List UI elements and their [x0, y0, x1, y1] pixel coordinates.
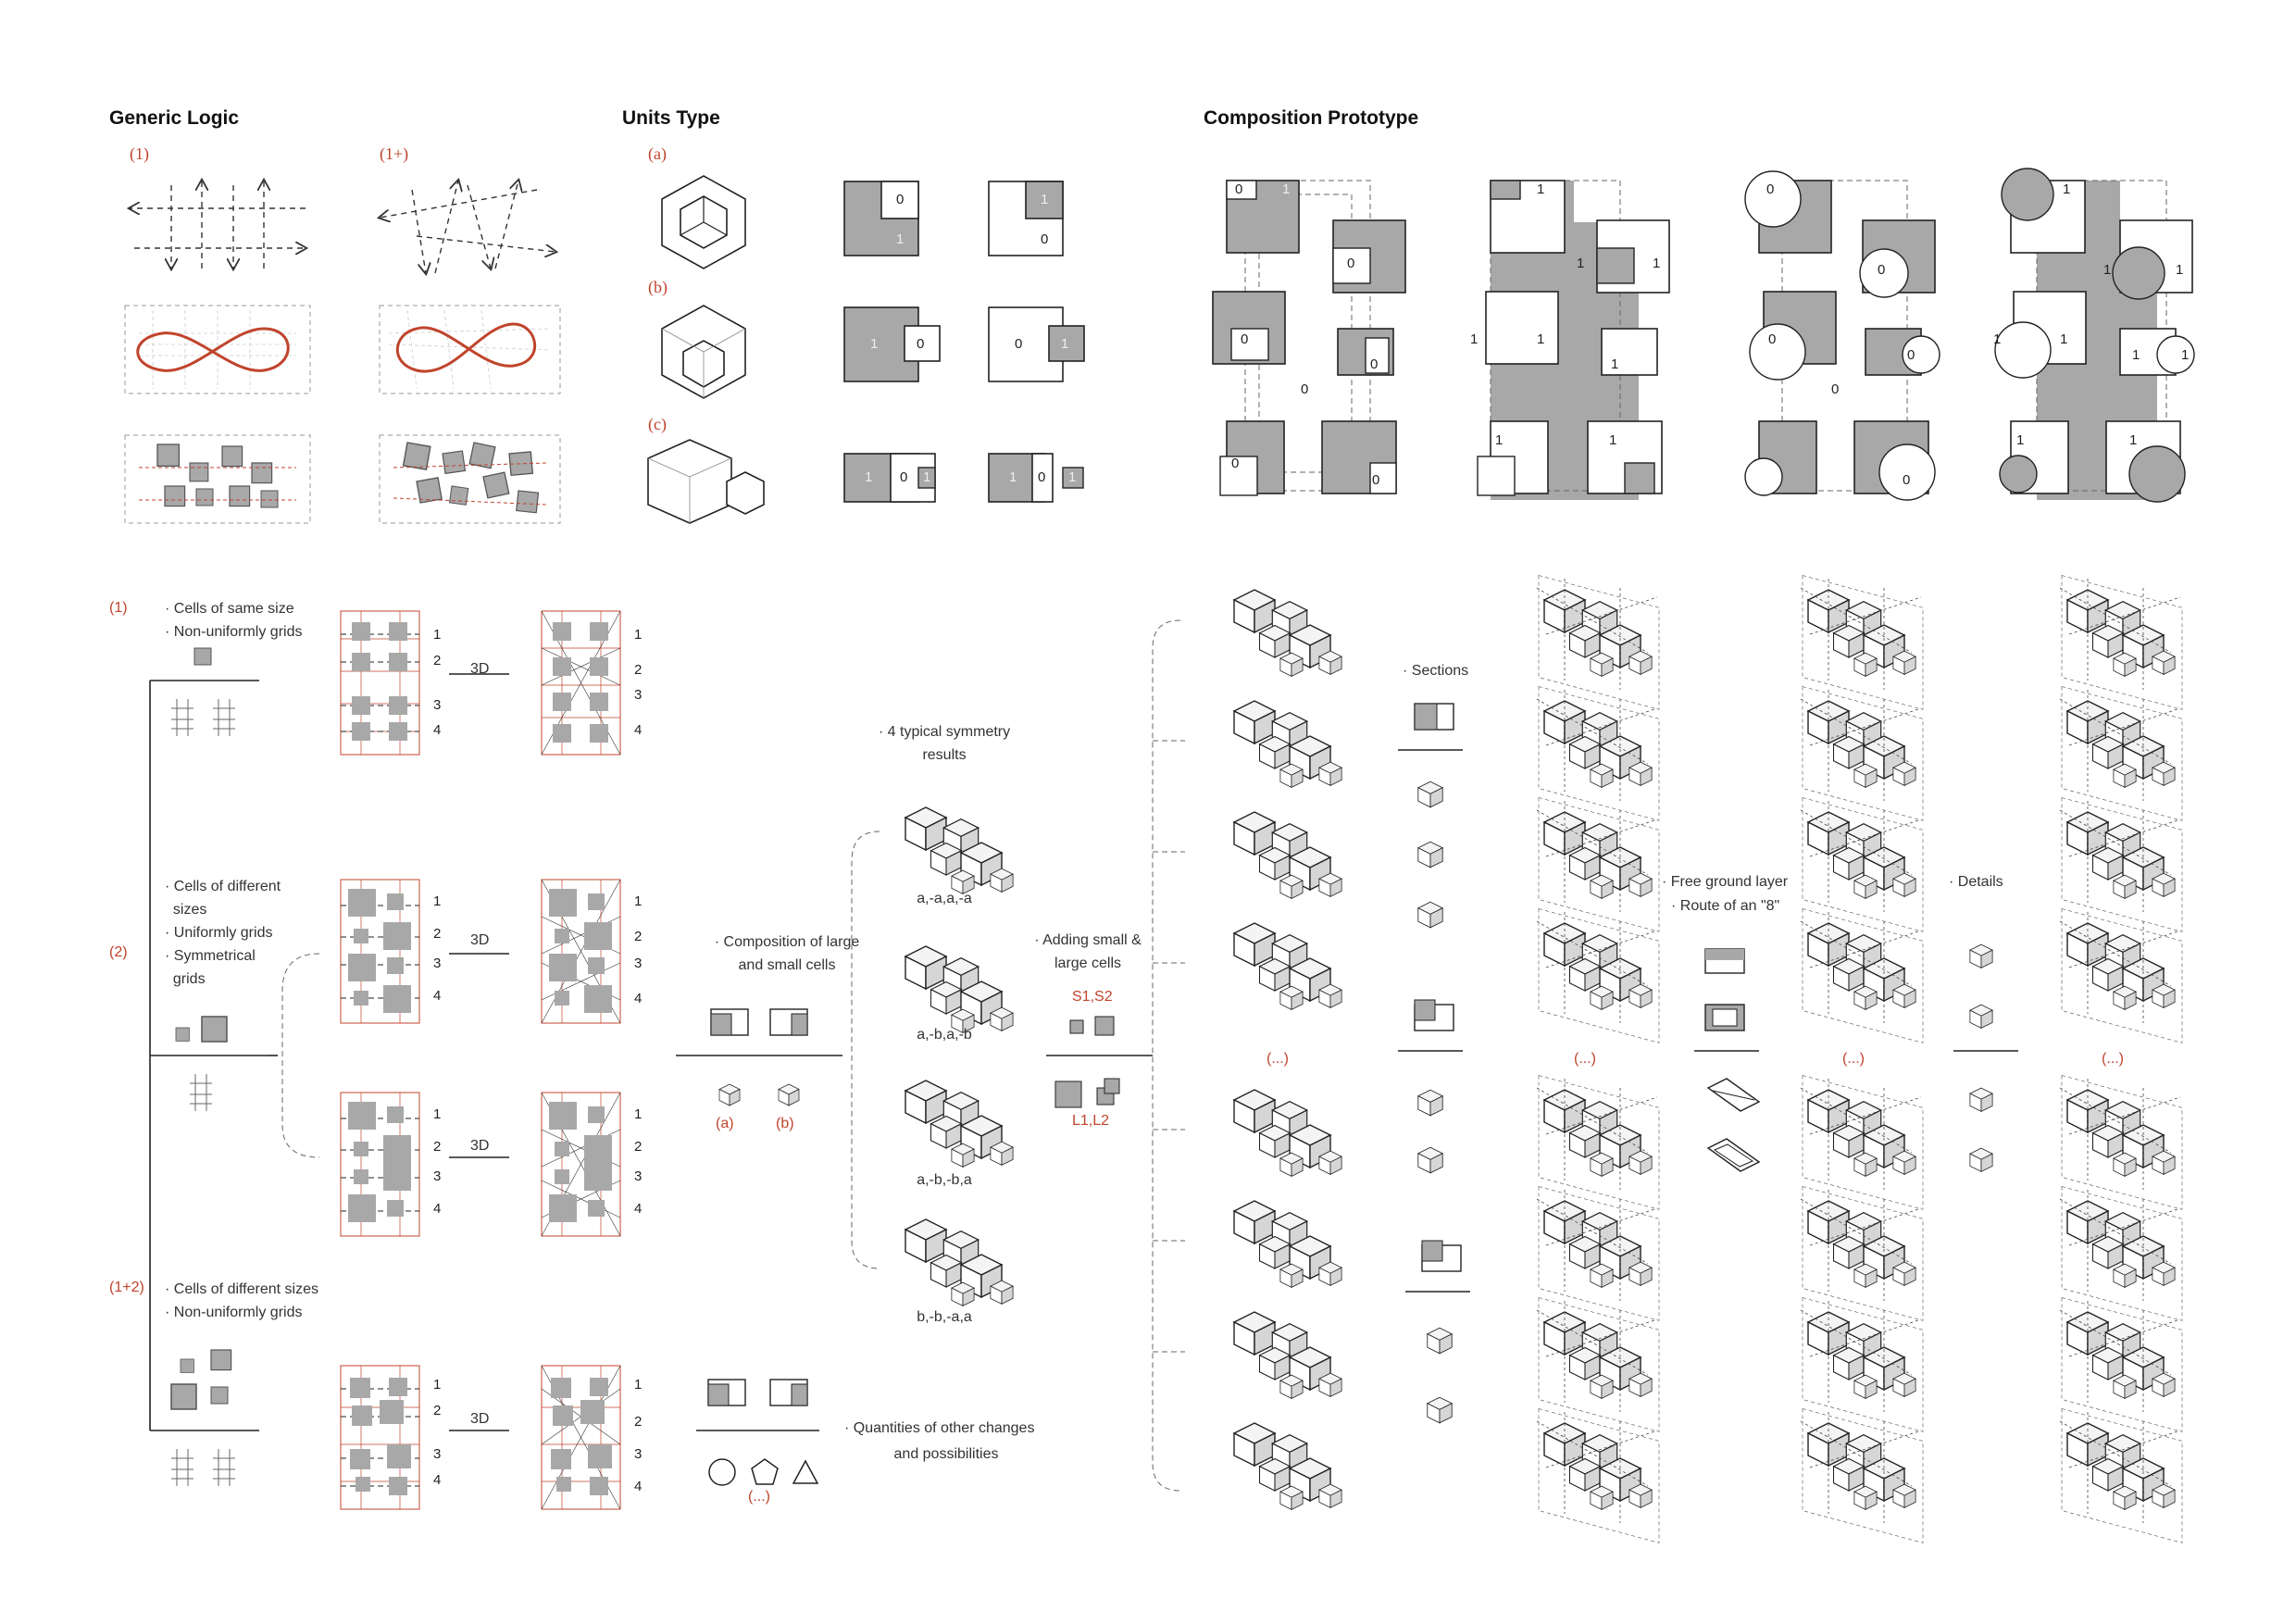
grid2d-1	[341, 611, 419, 755]
proto-val-2b: 1	[1577, 256, 1585, 271]
unit-plan-b1	[844, 307, 940, 381]
logic-eight-1	[125, 306, 310, 394]
logic-eight-1plus	[380, 306, 560, 394]
grid-num: 3	[433, 697, 442, 713]
grid-num: 4	[433, 1201, 442, 1217]
proto-plan-2	[1478, 181, 1669, 500]
row3-desc-1: · Cells of different sizes	[165, 1281, 318, 1297]
unit-plan-b2	[989, 307, 1084, 381]
grid-num: 1	[433, 1106, 442, 1122]
ellipsis-col-4: (...)	[2102, 1051, 2124, 1067]
unit-value-a2-top: 1	[1041, 192, 1049, 207]
unit-value-c2-mid: 0	[1038, 469, 1046, 485]
grid-num: 4	[433, 988, 442, 1004]
unit-cube-c	[648, 440, 764, 523]
grid-num: 1	[634, 1106, 643, 1122]
grid-num: 2	[433, 926, 442, 942]
grid-num: 3	[634, 1446, 643, 1462]
adding-label-2: large cells	[1054, 956, 1122, 971]
unit-value-b1-left: 1	[870, 336, 879, 352]
proto-plan-4	[1995, 169, 2194, 502]
proto-val-1d: 0	[1241, 331, 1249, 347]
sections-label: · Sections	[1403, 663, 1469, 679]
unit-tag-c: (c)	[648, 415, 667, 433]
grid-num: 3	[433, 956, 442, 971]
proto-val-2h: 1	[1609, 432, 1617, 448]
adding-s-tag: S1,S2	[1072, 989, 1113, 1005]
grid2d-3	[341, 1093, 419, 1236]
ellipsis-col-2: (...)	[1574, 1051, 1596, 1067]
grid-num: 3	[433, 1446, 442, 1462]
details-label: · Details	[1949, 874, 2003, 890]
composition-label-1: · Composition of large	[714, 934, 860, 950]
composition-plan-icons	[711, 1009, 807, 1106]
row2-desc-2: sizes	[165, 902, 207, 918]
grid-num: 4	[634, 1479, 643, 1494]
proto-val-4i: 1	[2129, 432, 2138, 448]
proto-val-3c: 0	[1768, 331, 1777, 347]
grid-num: 1	[433, 627, 442, 643]
grid3d-2	[542, 880, 620, 1023]
unit-value-a1-top: 0	[896, 192, 905, 207]
unit-cube-a	[662, 176, 745, 269]
proto-val-4e: 1	[2060, 331, 2068, 347]
row3-icons	[171, 1350, 235, 1486]
proto-val-2c: 1	[1653, 256, 1661, 271]
grid-num: 2	[433, 1139, 442, 1155]
grid-num: 4	[634, 991, 643, 1006]
grid-num: 2	[634, 1414, 643, 1430]
unit-tag-b: (b)	[648, 278, 668, 296]
row-tag-3: (1+2)	[109, 1280, 144, 1295]
header-generic-logic: Generic Logic	[109, 107, 240, 129]
grid-num: 4	[433, 722, 442, 738]
grid-num: 3	[634, 956, 643, 971]
ground-icons	[1705, 949, 1759, 1171]
section-icons	[1415, 704, 1461, 1423]
label-3d-1: 3D	[470, 661, 490, 677]
unit-tag-a: (a)	[648, 144, 667, 163]
ellipsis-col-3: (...)	[1842, 1051, 1865, 1067]
unit-plan-c1	[844, 454, 935, 502]
row3-desc-2: · Non-uniformly grids	[165, 1305, 303, 1320]
grid-num: 3	[433, 1168, 442, 1184]
composition-tag-a: (a)	[716, 1116, 734, 1131]
unit-value-c1-mid: 0	[900, 469, 908, 485]
other-changes-label-2: and possibilities	[893, 1446, 999, 1462]
unit-value-c1-left: 1	[865, 469, 873, 485]
grid-num: 2	[634, 662, 643, 678]
row1-icons	[171, 648, 235, 736]
ground-label-2: · Route of an "8"	[1671, 898, 1780, 914]
logic-squares-1plus	[380, 435, 560, 523]
proto-val-1f: 0	[1370, 356, 1379, 372]
symmetry-cluster-3	[905, 1081, 1013, 1167]
grid3d-3	[542, 1093, 620, 1236]
adding-icons	[1055, 1017, 1119, 1107]
unit-value-c2-left: 1	[1009, 469, 1017, 485]
header-units-type: Units Type	[622, 107, 720, 129]
proto-val-4c: 1	[2176, 262, 2184, 278]
proto-val-1g: 0	[1231, 456, 1240, 471]
unit-value-a1-bottom: 1	[896, 231, 905, 247]
label-3d-3: 3D	[470, 1138, 490, 1154]
symmetry-title-2: results	[922, 747, 967, 763]
grid-num: 1	[634, 627, 643, 643]
row2-desc-4: · Symmetrical	[165, 948, 256, 964]
proto-val-2g: 1	[1495, 432, 1504, 448]
symmetry-result-1: a,-a,a,-a	[917, 891, 972, 906]
proto-val-4a: 1	[2063, 181, 2071, 197]
unit-cube-b	[662, 306, 745, 398]
symmetry-cluster-1	[905, 807, 1013, 893]
other-change-icons	[708, 1380, 817, 1485]
grid-num: 2	[433, 653, 442, 668]
proto-val-3b: 0	[1878, 262, 1886, 278]
adding-l-tag: L1,L2	[1072, 1113, 1110, 1129]
unit-plan-a1	[844, 181, 918, 256]
row2-icons	[176, 1017, 227, 1111]
unit-value-a2-bottom: 0	[1041, 231, 1049, 247]
row-tag-1: (1)	[109, 600, 128, 616]
row1-desc-1: · Cells of same size	[165, 601, 294, 617]
composition-label-2: and small cells	[738, 957, 836, 973]
iso-column-2	[1537, 575, 1659, 1543]
row2-desc-5: grids	[165, 971, 206, 987]
proto-val-2d: 1	[1470, 331, 1479, 347]
grid-num: 1	[433, 893, 442, 909]
grid3d-1	[542, 611, 620, 755]
proto-val-1a: 0	[1235, 181, 1243, 197]
label-3d-4: 3D	[470, 1411, 490, 1427]
symmetry-cluster-4	[905, 1219, 1013, 1305]
proto-val-3e: 0	[1907, 347, 1915, 363]
ellipsis-col-1: (...)	[1267, 1051, 1289, 1067]
row1-desc-2: · Non-uniformly grids	[165, 624, 303, 640]
grid-num: 1	[634, 1377, 643, 1393]
grid-num: 4	[634, 1201, 643, 1217]
grid-num: 3	[634, 687, 643, 703]
proto-val-3f: 0	[1903, 472, 1911, 488]
proto-val-1e: 0	[1301, 381, 1309, 397]
proto-val-1b: 1	[1282, 181, 1291, 197]
symmetry-result-3: a,-b,-b,a	[917, 1172, 972, 1188]
grid-num: 1	[433, 1377, 442, 1393]
header-composition-prototype: Composition Prototype	[1204, 107, 1419, 129]
proto-val-2a: 1	[1537, 181, 1545, 197]
row2-desc-3: · Uniformly grids	[165, 925, 273, 941]
row-tag-2: (2)	[109, 944, 128, 960]
proto-val-2f: 1	[1611, 356, 1619, 372]
symmetry-cluster-2	[905, 946, 1013, 1032]
proto-val-4h: 1	[2016, 432, 2025, 448]
proto-val-4b: 1	[2103, 262, 2112, 278]
grid-num: 2	[433, 1403, 442, 1418]
proto-val-4g: 1	[2181, 347, 2190, 363]
logic-tag-1plus: (1+)	[380, 144, 409, 163]
grid-num: 3	[634, 1168, 643, 1184]
logic-tag-1: (1)	[130, 144, 149, 163]
proto-val-4d: 1	[1993, 331, 2002, 347]
proto-val-3a: 0	[1766, 181, 1775, 197]
proto-val-1c: 0	[1347, 256, 1355, 271]
symmetry-result-4: b,-b,-a,a	[917, 1309, 972, 1325]
unit-plan-a2	[989, 181, 1063, 256]
logic-arrows-1	[130, 181, 306, 269]
grid-num: 2	[634, 1139, 643, 1155]
grid-num: 4	[634, 722, 643, 738]
proto-val-4f: 1	[2132, 347, 2140, 363]
detail-icons	[1970, 944, 1992, 1171]
composition-tag-b: (b)	[776, 1116, 794, 1131]
logic-squares-1	[125, 435, 310, 523]
proto-val-1h: 0	[1372, 472, 1380, 488]
logic-arrows-1plus	[380, 181, 555, 273]
row2-desc-1: · Cells of different	[165, 879, 281, 894]
unit-value-b2-left: 0	[1015, 336, 1023, 352]
iso-column-1	[1234, 590, 1341, 1509]
unit-value-c1-right: 1	[923, 469, 931, 485]
other-changes-label-1: · Quantities of other changes	[844, 1420, 1035, 1436]
adding-label-1: · Adding small &	[1034, 932, 1142, 948]
other-changes-ellipsis: (...)	[748, 1489, 770, 1505]
symmetry-title-1: · 4 typical symmetry	[878, 724, 1011, 740]
grid-num: 4	[433, 1472, 442, 1488]
unit-value-c2-right: 1	[1068, 469, 1077, 485]
ground-label-1: · Free ground layer	[1662, 874, 1789, 890]
grid-num: 1	[634, 893, 643, 909]
proto-val-2e: 1	[1537, 331, 1545, 347]
grid3d-4	[542, 1366, 620, 1509]
symmetry-result-2: a,-b,a,-b	[917, 1027, 972, 1043]
proto-val-3d: 0	[1831, 381, 1840, 397]
grid2d-2	[341, 880, 419, 1023]
unit-value-b2-right: 1	[1061, 336, 1069, 352]
unit-value-b1-right: 0	[917, 336, 925, 352]
label-3d-2: 3D	[470, 932, 490, 948]
grid2d-4	[341, 1366, 419, 1509]
grid-num: 2	[634, 929, 643, 944]
